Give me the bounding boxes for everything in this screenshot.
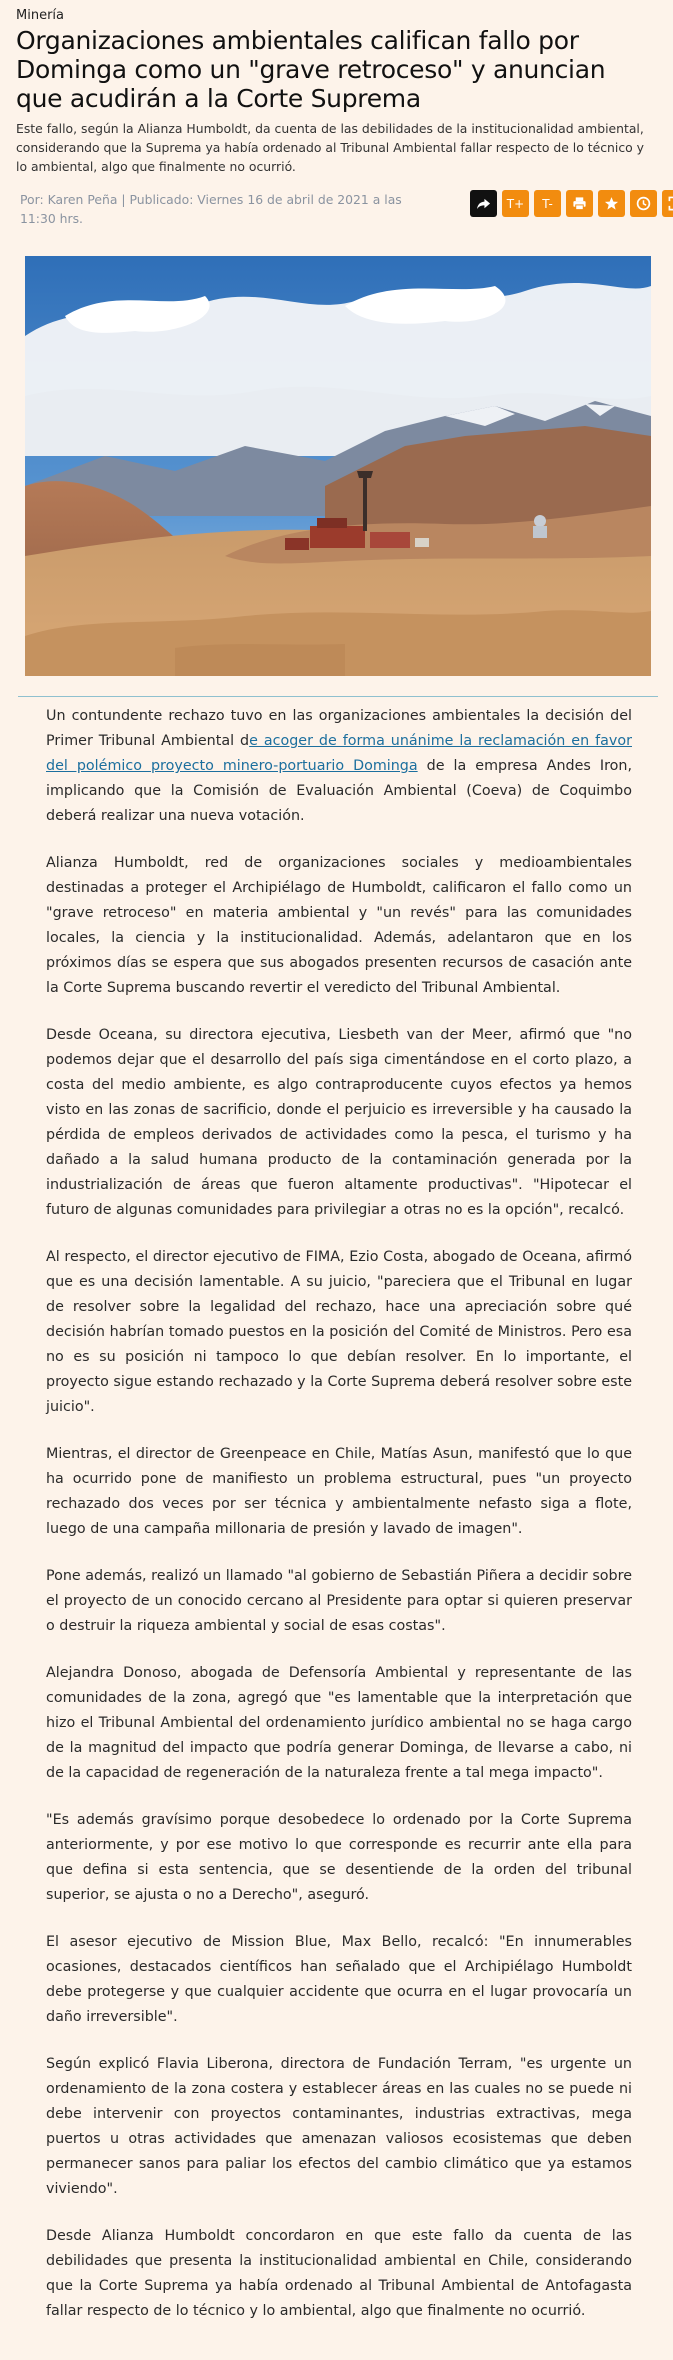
article-header	[0, 0, 673, 232]
paragraph: "Es además gravísimo porque desobedece lo ordenado por la Corte Suprema anteriormente, y por ese motivo lo que corresponde es recurrir ante ella para que defina si esta sentencia, que se desentiende de la orden del tribunal superior, se ajusta o no a Derecho", aseguró.	[46, 1812, 632, 1903]
star-icon	[604, 196, 619, 211]
dominga-link[interactable]: e acoger de forma unánime la reclamación en favor del polémico proyecto minero-portuario Dominga	[46, 733, 632, 774]
hero-image	[25, 256, 651, 676]
paragraph: Desde Alianza Humboldt concordaron en que este fallo da cuenta de las debilidades que presenta la institucionalidad ambiental en Chile, considerando que la Corte Suprema ya había ordenado al Tribunal Ambiental de Antofagasta fallar respecto de lo técnico y lo ambiental, algo que finalmente no ocurrió.	[46, 2228, 632, 2319]
clock-icon	[636, 196, 651, 211]
mining-landscape-photo	[25, 256, 651, 676]
paragraph: El asesor ejecutivo de Mission Blue, Max Bello, recalcó: "En innumerables ocasiones, destacados científicos han señalado que el Archipiélago Humboldt debe protegerse y que cualquier accidente que ocurra en el lugar provocaría un daño irreversible".	[46, 1934, 632, 2025]
content-divider	[18, 696, 658, 697]
print-button[interactable]	[566, 190, 593, 217]
font-decrease-button[interactable]: T-	[534, 190, 561, 217]
paragraph-text: Un contundente rechazo tuvo en las organizaciones ambientales la decisión del Primer Tribunal Ambiental d	[46, 708, 632, 749]
article-title: Organizaciones ambientales califican fallo por Dominga como un "grave retroceso" y anuncian que acudirán a la Corte Suprema	[16, 26, 606, 113]
favorite-button[interactable]	[598, 190, 625, 217]
byline: Por: Karen Peña | Publicado: Viernes 16 de abril de 2021 a las 11:30 hrs.	[20, 192, 402, 226]
paragraph: Desde Oceana, su directora ejecutiva, Liesbeth van der Meer, afirmó que "no podemos dejar que el desarrollo del país siga cimentándose en el corto plazo, a costa del medio ambiente, es algo contraproducente cuyos efectos ya hemos visto en las zonas de sacrificio, donde el perjuicio es irreversible y ha causado la pérdida de empleos derivados de actividades como la pesca, el turismo y ha dañado a la salud humana producto de la contaminación generada por la industrialización de áreas que fueron altamente productivas". "Hipotecar el futuro de algunas comunidades para privilegiar a otras no es la opción", recalcó.	[46, 1027, 632, 1218]
article-body	[46, 704, 632, 2346]
paragraph: Según explicó Flavia Liberona, directora de Fundación Terram, "es urgente un ordenamiento de la zona costera y establecer áreas en las cuales no se puede ni debe intervenir con proyectos contaminantes, industrias extractivas, mega puertos u otras actividades que amenazan valiosos ecosistemas que deben permanecer sanos para paliar los efectos del cambio climático que ya estamos viviendo".	[46, 2056, 632, 2197]
paragraph: Alejandra Donoso, abogada de Defensoría Ambiental y representante de las comunidades de la zona, agregó que "es lamentable que la interpretación que hizo el Tribunal Ambiental del ordenamiento jurídico ambiental no se haga cargo de la magnitud del impacto que podría generar Dominga, de llevarse a cabo, ni de la capacidad de regeneración de la naturaleza frente a tal mega impacto".	[46, 1665, 632, 1781]
byline-row	[16, 190, 657, 232]
share-button[interactable]	[470, 190, 497, 217]
print-icon	[572, 196, 587, 211]
paragraph-text: de la empresa Andes Iron, implicando que la Comisión de Evaluación Ambiental (Coeva) de Coquimbo deberá realizar una nueva votación.	[46, 758, 632, 824]
expand-button[interactable]	[662, 190, 673, 217]
article-lead: Este fallo, según la Alianza Humboldt, da cuenta de las debilidades de la institucionalidad ambiental, considerando que la Suprema ya había ordenado al Tribunal Ambiental fallar respecto de lo técnico y lo ambiental, algo que finalmente no ocurrió.	[16, 121, 645, 174]
section-label[interactable]: Minería	[16, 8, 64, 23]
share-icon	[476, 196, 491, 211]
paragraph: Mientras, el director de Greenpeace en Chile, Matías Asun, manifestó que lo que ha ocurrido pone de manifiesto un problema estructural, pues "un proyecto rechazado dos veces por ser técnica y ambientalmente nefasto siga a flote, luego de una campaña millonaria de presión y lavado de imagen".	[46, 1446, 632, 1537]
paragraph	[46, 704, 632, 829]
expand-icon	[668, 196, 673, 211]
history-button[interactable]	[630, 190, 657, 217]
paragraph: Pone además, realizó un llamado "al gobierno de Sebastián Piñera a decidir sobre el proyecto de un conocido cercano al Presidente para optar si quieren preservar o destruir la riqueza ambiental y social de esas costas".	[46, 1568, 632, 1634]
paragraph: Al respecto, el director ejecutivo de FIMA, Ezio Costa, abogado de Oceana, afirmó que es una decisión lamentable. A su juicio, "pareciera que el Tribunal en lugar de resolver sobre la legalidad del rechazo, hace una apreciación sobre qué decisión habrían tomado puestos en la posición del Comité de Ministros. Pero esa no es su posición ni tampoco lo que debían resolver. En lo importante, el proyecto sigue estando rechazado y la Corte Suprema deberá resolver sobre este juicio".	[46, 1249, 632, 1415]
font-increase-button[interactable]: T+	[502, 190, 529, 217]
article-toolbar	[470, 190, 673, 217]
paragraph: Alianza Humboldt, red de organizaciones sociales y medioambientales destinadas a proteger el Archipiélago de Humboldt, calificaron el fallo como un "grave retroceso" en materia ambiental y "un revés" para las comunidades locales, la ciencia y la institucionalidad. Además, adelantaron que en los próximos días se espera que sus abogados presenten recursos de casación ante la Corte Suprema buscando revertir el veredicto del Tribunal Ambiental.	[46, 855, 632, 996]
